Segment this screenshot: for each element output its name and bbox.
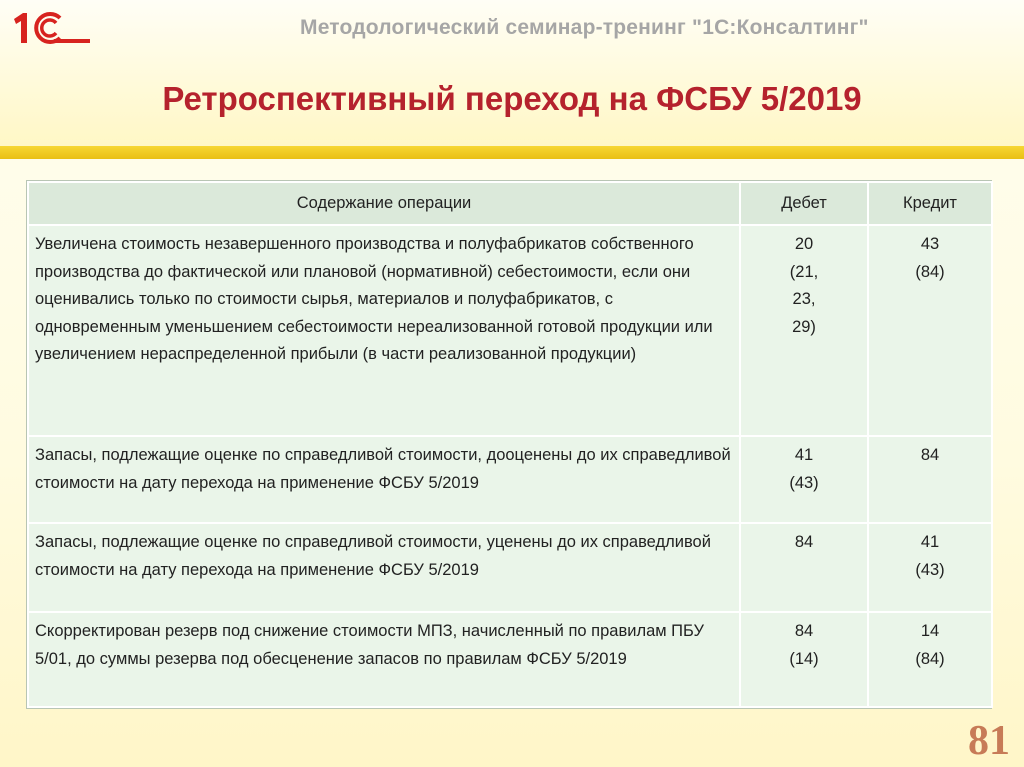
- accent-bar: [0, 146, 1024, 159]
- credit-value: 84: [920, 446, 940, 464]
- debit-value: 41: [794, 446, 814, 464]
- credit-cell: [868, 523, 992, 612]
- column-header-debit: Дебет: [740, 182, 868, 225]
- debit-value: 29): [792, 317, 816, 336]
- credit-value: 14: [920, 622, 940, 640]
- table-row: [28, 225, 992, 436]
- column-header-credit: Кредит: [868, 182, 992, 225]
- credit-value: (43): [915, 560, 945, 579]
- debit-cell: [740, 436, 868, 523]
- seminar-title: Методологический семинар-тренинг "1С:Консалтинг": [300, 16, 869, 39]
- credit-cell: [868, 436, 992, 523]
- slide-header: [0, 0, 1024, 150]
- debit-value: 84: [794, 533, 814, 551]
- credit-cell: [868, 225, 992, 436]
- debit-value: 84: [794, 622, 814, 640]
- 1c-logo: [10, 10, 92, 46]
- debit-value: (21,: [789, 262, 819, 281]
- operation-cell: Увеличена стоимость незавершенного производства и полуфабрикатов собственного производства до фактической или плановой (нормативной) себестоимости, если они оценивались только по стоимости сырья, материалов и полуфабрикатов, с одновременным уменьшением себестоимости нереализованной готовой продукции или увеличением нераспределенной прибыли (в части реализованной продукции): [28, 225, 740, 436]
- debit-cell: [740, 612, 868, 707]
- debit-cell: [740, 225, 868, 436]
- table-row: [28, 612, 992, 707]
- debit-cell: [740, 523, 868, 612]
- operations-table: [26, 180, 992, 709]
- slide-title: Ретроспективный переход на ФСБУ 5/2019: [162, 80, 862, 117]
- table-row: [28, 523, 992, 612]
- table-header-row: [28, 182, 992, 225]
- credit-value: (84): [915, 649, 945, 668]
- credit-value: 41: [920, 533, 940, 551]
- column-header-operation: Содержание операции: [28, 182, 740, 225]
- debit-value: 20: [794, 235, 814, 253]
- credit-value: (84): [915, 262, 945, 281]
- operation-cell: Запасы, подлежащие оценке по справедливой стоимости, уценены до их справедливой стоимости на дату перехода на применение ФСБУ 5/2019: [28, 523, 740, 612]
- operation-cell: Скорректирован резерв под снижение стоимости МПЗ, начисленный по правилам ПБУ 5/01, до суммы резерва под обесценение запасов по правилам ФСБУ 5/2019: [28, 612, 740, 707]
- credit-value: 43: [920, 235, 940, 253]
- debit-value: (43): [789, 473, 819, 492]
- debit-value: 23,: [792, 290, 816, 308]
- debit-value: (14): [789, 649, 819, 668]
- table-row: [28, 436, 992, 523]
- operation-cell: Запасы, подлежащие оценке по справедливой стоимости, дооценены до их справедливой стоимости на дату перехода на применение ФСБУ 5/2019: [28, 436, 740, 523]
- credit-cell: [868, 612, 992, 707]
- page-number: 81: [968, 718, 1010, 764]
